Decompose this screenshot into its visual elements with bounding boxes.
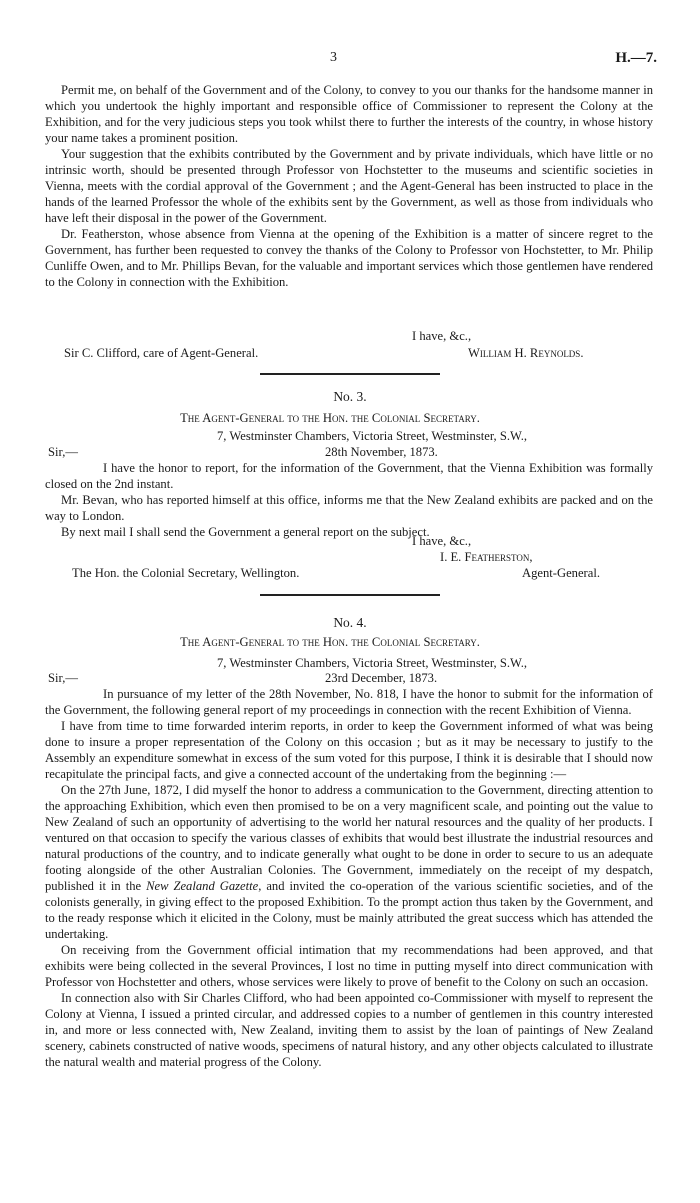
letter3-number: No. 3. <box>333 389 367 404</box>
letter4-heading: The Agent-General to the Hon. the Colonial Secretary. <box>180 635 480 649</box>
letter2-paragraph: Dr. Featherston, whose absence from Vienna at the opening of the Exhibition is a matter of sincere regret to the Government, has further been requested to convey the thanks of the Colony to Professor von Hochstetter, to Mr. Philip Cunliffe Owen, and to Mr. Phillips Bevan, for the valuable and important services which those gentlemen have rendered to the Colony in connection with the Exhibition. <box>45 227 653 289</box>
letter2-signature: William H. Reynolds. <box>468 346 584 360</box>
letter2-addressee: Sir C. Clifford, care of Agent-General. <box>64 346 259 360</box>
page-header <box>0 50 700 72</box>
letter4-salutation: Sir,— <box>48 671 78 685</box>
letter4-paragraph: On receiving from the Government official intimation that my recommendations had been approved, and that exhibits were being collected in the several Provinces, I lost no time in putting myself into direct communication with Professor von Hochstetter and others, whose services were likely to prove of benefit to the Colony on such an occasion. <box>45 943 653 989</box>
page-number: 3 <box>330 50 337 65</box>
letter3-heading: The Agent-General to the Hon. the Colonial Secretary. <box>180 411 480 425</box>
letter3-signature: I. E. Featherston, <box>440 550 533 564</box>
section-divider <box>260 373 440 375</box>
letter3-addressee: The Hon. the Colonial Secretary, Wellington. <box>72 566 300 580</box>
letter3-paragraph: I have the honor to report, for the information of the Government, that the Vienna Exhibition was formally closed on the 2nd instant. <box>45 461 653 491</box>
letter3-date: 28th November, 1873. <box>325 445 438 459</box>
letter3-body <box>45 460 653 540</box>
document-reference: H.—7. <box>615 50 657 66</box>
letter4-paragraph-text: , and invited the co-operation of the various scientific societies, and of the colonists generally, in giving effect to the proposed Exhibition. To the prompt action thus taken by the Government, and to the ready response which it elicited in the Colony, must be mainly attributed the great success which has attended the undertaking. <box>45 879 653 941</box>
letter3-address: 7, Westminster Chambers, Victoria Street, Westminster, S.W., <box>217 429 528 443</box>
letter4-address: 7, Westminster Chambers, Victoria Street, Westminster, S.W., <box>217 656 528 670</box>
letter4-body <box>45 686 653 1070</box>
letter4-paragraph <box>45 782 653 942</box>
letter3-salutation: Sir,— <box>48 445 78 459</box>
letter4-paragraph-text: On the 27th June, 1872, I did myself the honor to address a communication to the Government, directing attention to the approaching Exhibition, which even then promised to be on a very magnificent scale, and pointing out the value to New Zealand of such an opportunity of advertising to the world her natural resources and the quality of her products. I ventured on that occasion to specify the various classes of exhibits that would best illustrate the industrial resources and natural productions of the country, and to indicate generally what ought to be done in order to secure to us an adequate footing alongside of the other Australian Colonies. The Government, immediately on the receipt of my despatch, published it in the <box>45 783 653 893</box>
letter4-number: No. 4. <box>333 615 367 630</box>
letter2-closing: I have, &c., <box>412 329 472 343</box>
letter4-paragraph: In pursuance of my letter of the 28th November, No. 818, I have the honor to submit for the information of the Government, the following general report of my proceedings in connection with the recent Exhibition of Vienna. <box>45 687 653 717</box>
letter2-paragraph: Your suggestion that the exhibits contributed by the Government and by private individuals, which have little or no intrinsic worth, should be presented through Professor von Hochstetter to the museums and scientific societies in Vienna, meets with the cordial approval of the Government ; and the Agent-General has been instructed to place in the hands of the learned Professor the whole of the exhibits sent by the Government, as well as those from individuals who have left their disposal in the power of the Government. <box>45 147 653 225</box>
gazette-title: New Zealand Gazette <box>146 879 259 893</box>
letter3-title: Agent-General. <box>522 566 600 580</box>
letter2-body <box>45 82 653 290</box>
letter3-closing: I have, &c., <box>412 534 472 548</box>
letter4-paragraph: In connection also with Sir Charles Clifford, who had been appointed co-Commissioner with myself to represent the Colony at Vienna, I issued a printed circular, and addressed copies to a number of gentlemen in this country interested in, and more or less connected with, New Zealand, inviting them to assist by the loan of paintings of New Zealand scenery, cabinets constructed of native woods, specimens of natural history, and any other objects calculated to illustrate the natural wealth and material progress of the Colony. <box>45 991 653 1069</box>
letter4-date: 23rd December, 1873. <box>325 671 438 685</box>
letter2-paragraph: Permit me, on behalf of the Government and of the Colony, to convey to you our thanks for the handsome manner in which you undertook the highly important and responsible office of Commissioner to represent the Colony at the Exhibition, and for the very judicious steps you took whilst there to further the interests of the country, in whose history your name takes a prominent position. <box>45 83 653 145</box>
letter3-paragraph: Mr. Bevan, who has reported himself at this office, informs me that the New Zealand exhibits are packed and on the way to London. <box>45 493 653 523</box>
letter4-paragraph: I have from time to time forwarded interim reports, in order to keep the Government informed of what was being done to insure a proper representation of the Colony on this occasion ; but as it may be necessary to justify to the Assembly an expenditure somewhat in excess of the sum voted for this purpose, I think it is desirable that I should now recapitulate the principal facts, and give a connected account of the undertaking from the beginning :— <box>45 719 653 781</box>
letter3-paragraph: By next mail I shall send the Government a general report on the subject. <box>61 525 430 539</box>
section-divider <box>260 594 440 596</box>
